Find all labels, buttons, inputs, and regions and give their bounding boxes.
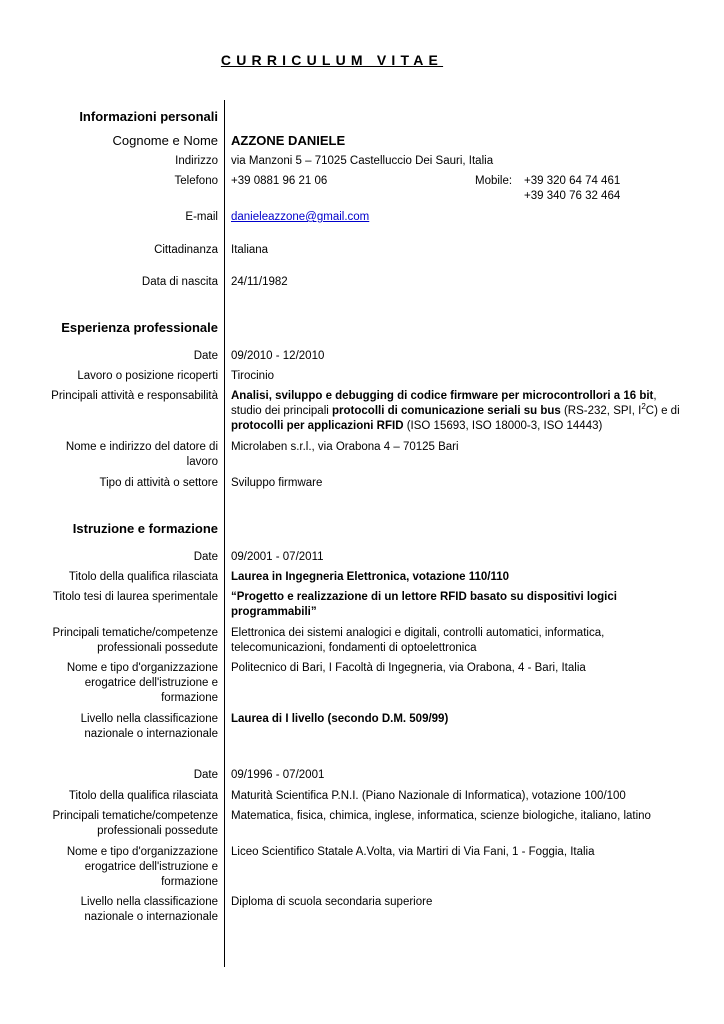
- exp-employer-value: Microlaben s.r.l., via Orabona 4 – 70125 Bari: [231, 441, 459, 453]
- section-heading-education: Istruzione e formazione: [72, 521, 218, 536]
- edu1-thesis-label: Titolo tesi di laurea sperimentale: [52, 591, 218, 603]
- edu1-topics-label: Principali tematiche/competenze professionali possedute: [52, 627, 218, 654]
- birth-label: Data di nascita: [141, 276, 218, 288]
- edu1-qualification-label: Titolo della qualifica rilasciata: [68, 571, 218, 583]
- exp-position-value: Tirocinio: [231, 370, 275, 382]
- exp-date-label: Date: [193, 350, 218, 362]
- edu2-qualification-value: Maturità Scientifica P.N.I. (Piano Nazionale di Informatica), votazione 100/100: [231, 790, 626, 802]
- edu2-level-value: Diploma di scuola secondaria superiore: [231, 896, 433, 908]
- email-link[interactable]: danieleazzone@gmail.com: [231, 211, 370, 223]
- edu2-organization-label: Nome e tipo d'organizzazione erogatrice dell'istruzione e formazione: [66, 846, 218, 888]
- exp-activities-value: Analisi, sviluppo e debugging di codice firmware per microcontrollori a 16 bit, studio dei principali protocolli di comunicazione seriali su bus (RS-232, SPI, $I^2C$) e di protocolli per applicazioni RFID (ISO 15693, ISO 18000-3, ISO 14443): [231, 390, 680, 432]
- exp-sector-label: Tipo di attività o settore: [99, 477, 218, 489]
- name-label: Cognome e Nome: [112, 133, 218, 148]
- exp-position-label: Lavoro o posizione ricoperti: [77, 370, 218, 382]
- email-label: E-mail: [185, 211, 218, 223]
- citizenship-value: Italiana: [231, 244, 269, 256]
- column-divider: [224, 100, 225, 967]
- exp-date-value: 09/2010 - 12/2010: [231, 350, 325, 362]
- name-value: AZZONE DANIELE: [231, 133, 346, 148]
- exp-employer-label: Nome e indirizzo del datore di lavoro: [65, 441, 218, 468]
- edu2-organization-value: Liceo Scientifico Statale A.Volta, via Martiri di Via Fani, 1 - Foggia, Italia: [231, 846, 595, 858]
- birth-value: 24/11/1982: [231, 276, 288, 288]
- edu1-level-value: Laurea di I livello (secondo D.M. 509/99): [231, 713, 449, 725]
- mobile-value-1: +39 320 64 74 461: [524, 175, 621, 187]
- document-title: CURRICULUM VITAE: [220, 52, 444, 68]
- phone-value: +39 0881 96 21 06: [231, 175, 328, 187]
- edu1-thesis-value: “Progetto e realizzazione di un lettore RFID basato su dispositivi logici programmabili”: [231, 591, 617, 618]
- edu2-date-value: 09/1996 - 07/2001: [231, 769, 325, 781]
- edu1-topics-value: Elettronica dei sistemi analogici e digitali, controlli automatici, informatica, telecomunicazioni, fondamenti di optoelettronica: [231, 627, 605, 654]
- address-value: via Manzoni 5 – 71025 Castelluccio Dei Sauri, Italia: [231, 155, 494, 167]
- edu1-organization-value: Politecnico di Bari, I Facoltà di Ingegneria, via Orabona, 4 - Bari, Italia: [231, 662, 586, 674]
- edu1-organization-label: Nome e tipo d'organizzazione erogatrice dell'istruzione e formazione: [66, 662, 218, 704]
- exp-activities-label: Principali attività e responsabilità: [51, 390, 218, 402]
- mobile-label: Mobile:: [475, 175, 513, 187]
- mobile-value-2: +39 340 76 32 464: [524, 190, 621, 202]
- edu2-topics-label: Principali tematiche/competenze professionali possedute: [52, 810, 218, 837]
- edu2-date-label: Date: [193, 769, 218, 781]
- edu1-date-value: 09/2001 - 07/2011: [231, 551, 324, 563]
- section-heading-experience: Esperienza professionale: [61, 320, 218, 335]
- phone-label: Telefono: [174, 175, 218, 187]
- address-label: Indirizzo: [175, 155, 218, 167]
- edu1-level-label: Livello nella classificazione nazionale o internazionale: [80, 713, 218, 740]
- section-heading-personal: Informazioni personali: [79, 109, 218, 124]
- edu2-topics-value: Matematica, fisica, chimica, inglese, informatica, scienze biologiche, italiano, latino: [231, 810, 651, 822]
- edu1-qualification-value: Laurea in Ingegneria Elettronica, votazione 110/110: [231, 571, 510, 583]
- edu1-date-label: Date: [193, 551, 218, 563]
- exp-sector-value: Sviluppo firmware: [231, 477, 323, 489]
- citizenship-label: Cittadinanza: [154, 244, 218, 256]
- edu2-level-label: Livello nella classificazione nazionale o internazionale: [80, 896, 218, 923]
- edu2-qualification-label: Titolo della qualifica rilasciata: [68, 790, 218, 802]
